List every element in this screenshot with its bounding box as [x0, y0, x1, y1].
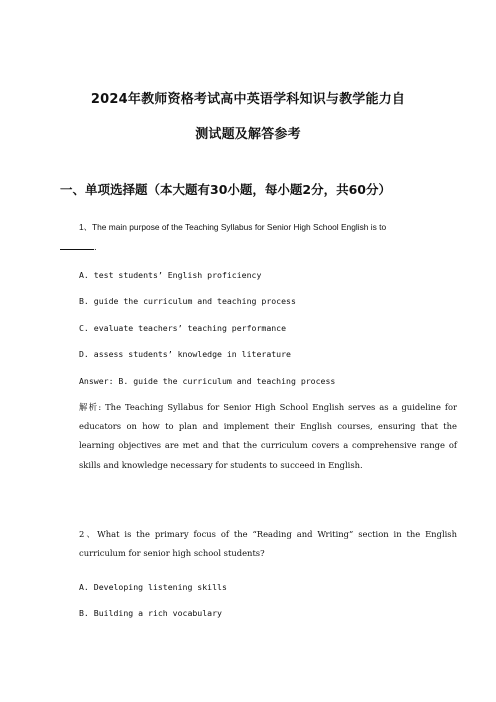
question-1-option-c: C. evaluate teachers’ teaching performance	[79, 323, 287, 333]
question-1-option-a: A. test students’ English proficiency	[79, 270, 262, 280]
question-1-option-d: D. assess students’ knowledge in literature	[79, 349, 291, 359]
question-1-answer: Answer: B. guide the curriculum and teaching process	[79, 376, 336, 386]
question-1-blank-line	[60, 238, 438, 257]
question-1-analysis: 解析: The Teaching Syllabus for Senior High School English serves as a guideline for educators on how to plan and implement their English courses, ensuring that the learning objectives are met and that the curriculum covers a comprehensive range of skills and knowledge necessary for students to succeed in English.	[79, 402, 457, 470]
document-title-line-2: 测试题及解答参考	[195, 127, 301, 142]
question-1-stem: 1、The main purpose of the Teaching Syllabus for Senior High School English is to	[79, 222, 387, 232]
question-2-stem: 2、What is the primary focus of the “Reading and Writing” section in the English curriculum for senior high school students?	[79, 529, 457, 559]
answer-blank	[60, 249, 94, 250]
document-title-line-1: 2024年教师资格考试高中英语学科知识与教学能力自	[90, 92, 406, 107]
blank-suffix: .	[94, 242, 97, 252]
question-1-option-b: B. guide the curriculum and teaching process	[79, 296, 296, 306]
section-heading: 一、单项选择题（本大题有30小题，每小题2分，共60分）	[60, 182, 391, 197]
question-2-option-b: B. Building a rich vocabulary	[79, 608, 222, 618]
question-2-option-a: A. Developing listening skills	[79, 582, 227, 592]
